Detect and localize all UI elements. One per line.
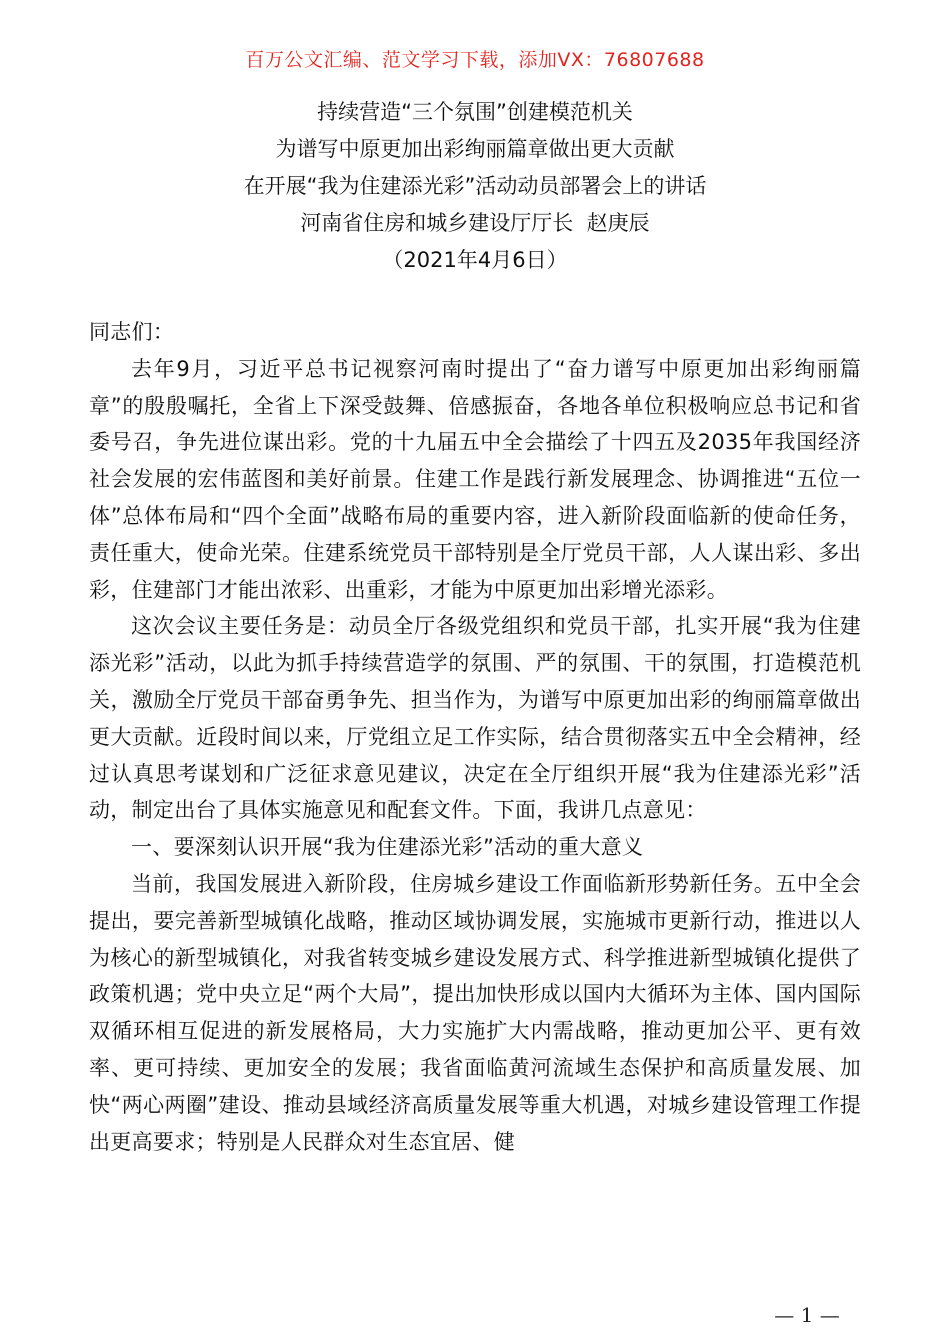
paragraph-1: 去年9月，习近平总书记视察河南时提出了“奋力谱写中原更加出彩绚丽篇章”的殷殷嘱托，全省上下深受鼓舞、倍感振奋，各地各单位积极响应总书记和省委号召，争先进位谋出彩。党的十九届五中全会描绘了十四五及2035年我国经济社会发展的宏伟蓝图和美好前景。住建工作是践行新发展理念、协调推进“五位一体”总体布局和“四个全面”战略布局的重要内容，进入新阶段面临新的使命任务，责任重大，使命光荣。住建系统党员干部特别是全厅党员干部，人人谋出彩、多出彩，住建部门才能出浓彩、出重彩，才能为中原更加出彩增光添彩。 bbox=[89, 356, 861, 602]
speaker-line: 河南省住房和城乡建设厅厅长 赵庚辰 bbox=[300, 211, 650, 235]
title-line-3: 在开展“我为住建添光彩”活动动员部署会上的讲话 bbox=[243, 174, 707, 198]
paragraph-3: 当前，我国发展进入新阶段，住房城乡建设工作面临新形势新任务。五中全会提出，要完善新型城镇化战略，推动区域协调发展，实施城市更新行动，推进以人为核心的新型城镇化，对我省转变城乡建设发展方式、科学推进新型城镇化提供了政策机遇；党中央立足“两个大局”，提出加快形成以国内大循环为主体、国内国际双循环相互促进的新发展格局，大力实施扩大内需战略，推动更加公平、更有效率、更可持续、更加安全的发展；我省面临黄河流域生态保护和高质量发展、加快“两心两圈”建设、推动县域经济高质量发展等重大机遇，对城乡建设管理工作提出更高要求；特别是人民群众对生态宜居、健 bbox=[89, 871, 861, 1154]
salutation: 同志们： bbox=[89, 320, 175, 344]
document-body bbox=[89, 314, 861, 1160]
date-line: （2021年4月6日） bbox=[382, 248, 568, 272]
document-title-block bbox=[0, 94, 950, 279]
section-heading-1: 一、要深刻认识开展“我为住建添光彩”活动的重大意义 bbox=[131, 835, 644, 860]
watermark-banner: 百万公文汇编、范文学习下载，添加VX：76807688 bbox=[245, 49, 705, 71]
page-number: — 1 — bbox=[774, 1303, 840, 1327]
title-line-2: 为谱写中原更加出彩绚丽篇章做出更大贡献 bbox=[275, 137, 675, 161]
paragraph-2: 这次会议主要任务是：动员全厅各级党组织和党员干部，扎实开展“我为住建添光彩”活动，以此为抓手持续营造学的氛围、严的氛围、干的氛围，打造模范机关，激励全厅党员干部奋勇争先、担当作为，为谱写中原更加出彩的绚丽篇章做出更大贡献。近段时间以来，厅党组立足工作实际，结合贯彻落实五中全会精神，经过认真思考谋划和广泛征求意见建议，决定在全厅组织开展“我为住建添光彩”活动，制定出台了具体实施意见和配套文件。下面，我讲几点意见： bbox=[89, 614, 861, 823]
title-line-1: 持续营造“三个氛围”创建模范机关 bbox=[317, 100, 633, 124]
